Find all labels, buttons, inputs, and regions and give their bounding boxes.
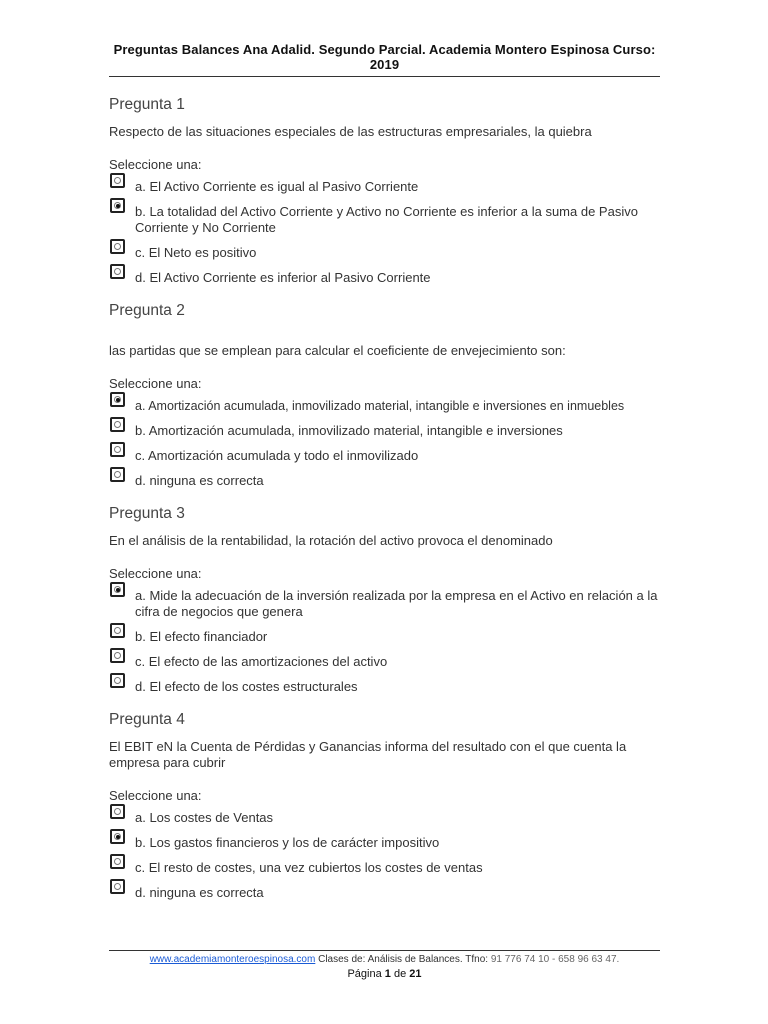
option-label: c. El Neto es positivo xyxy=(135,245,257,260)
option-label: a. El Activo Corriente es igual al Pasivo Corriente xyxy=(135,179,419,194)
option-d[interactable] xyxy=(109,885,659,901)
radio-checked-icon[interactable] xyxy=(110,829,125,844)
page-footer xyxy=(109,953,660,966)
radio-icon[interactable] xyxy=(110,854,125,869)
option-label: d. El efecto de los costes estructurales xyxy=(135,679,358,694)
question-title: Pregunta 4 xyxy=(109,711,185,728)
option-d[interactable] xyxy=(109,473,659,489)
page-prefix: Página xyxy=(347,968,382,980)
footer-divider xyxy=(109,950,660,951)
option-b[interactable] xyxy=(109,204,659,236)
radio-icon[interactable] xyxy=(110,648,125,663)
option-c[interactable] xyxy=(109,860,659,876)
question-2 xyxy=(109,302,659,489)
option-label: b. Los gastos financieros y los de carácter impositivo xyxy=(135,835,440,850)
option-d[interactable] xyxy=(109,270,659,286)
select-label: Seleccione una: xyxy=(109,566,202,581)
question-title: Pregunta 2 xyxy=(109,302,185,319)
option-b[interactable] xyxy=(109,835,659,851)
option-a[interactable] xyxy=(109,398,659,414)
radio-icon[interactable] xyxy=(110,239,125,254)
question-title: Pregunta 1 xyxy=(109,96,185,113)
option-label: b. El efecto financiador xyxy=(135,629,268,644)
question-text: En el análisis de la rentabilidad, la rotación del activo provoca el denominado xyxy=(109,533,553,548)
tfno-label: Tfno: xyxy=(465,954,489,965)
option-label: a. Mide la adecuación de la inversión realizada por la empresa en el Activo en relación a la cifra de negocios que genera xyxy=(135,588,658,619)
option-label: d. ninguna es correcta xyxy=(135,885,264,900)
option-a[interactable] xyxy=(109,179,659,195)
radio-icon[interactable] xyxy=(110,264,125,279)
radio-icon[interactable] xyxy=(110,623,125,638)
option-c[interactable] xyxy=(109,245,659,261)
option-label: d. ninguna es correcta xyxy=(135,473,264,488)
option-label: a. Amortización acumulada, inmovilizado material, intangible e inversiones en inmuebles xyxy=(135,399,625,413)
question-1 xyxy=(109,96,659,286)
radio-icon[interactable] xyxy=(110,879,125,894)
page-total: 21 xyxy=(409,968,422,980)
radio-icon[interactable] xyxy=(110,467,125,482)
option-b[interactable] xyxy=(109,423,659,439)
clases-value: Análisis de Balances. xyxy=(367,954,463,965)
option-label: c. El efecto de las amortizaciones del activo xyxy=(135,654,388,669)
question-text: El EBIT eN la Cuenta de Pérdidas y Ganancias informa del resultado con el que cuenta la empresa para cubrir xyxy=(109,739,627,770)
questions-container xyxy=(109,96,659,917)
radio-checked-icon[interactable] xyxy=(110,582,125,597)
radio-icon[interactable] xyxy=(110,804,125,819)
radio-checked-icon[interactable] xyxy=(110,198,125,213)
question-title: Pregunta 3 xyxy=(109,505,185,522)
clases-prefix: Clases de: xyxy=(318,954,366,965)
option-c[interactable] xyxy=(109,448,659,464)
page-mid: de xyxy=(393,968,407,980)
option-d[interactable] xyxy=(109,679,659,695)
option-label: c. Amortización acumulada y todo el inmovilizado xyxy=(135,448,419,463)
radio-icon[interactable] xyxy=(110,417,125,432)
page-number xyxy=(109,968,660,980)
option-a[interactable] xyxy=(109,588,659,620)
option-a[interactable] xyxy=(109,810,659,826)
academy-link[interactable]: www.academiamonteroespinosa.com xyxy=(149,954,316,965)
question-3 xyxy=(109,505,659,695)
question-text: Respecto de las situaciones especiales de las estructuras empresariales, la quiebra xyxy=(109,124,592,139)
option-b[interactable] xyxy=(109,629,659,645)
question-4 xyxy=(109,711,659,901)
page-current: 1 xyxy=(384,968,391,980)
radio-checked-icon[interactable] xyxy=(110,392,125,407)
option-label: d. El Activo Corriente es inferior al Pasivo Corriente xyxy=(135,270,431,285)
select-label: Seleccione una: xyxy=(109,376,202,391)
radio-icon[interactable] xyxy=(110,442,125,457)
select-label: Seleccione una: xyxy=(109,788,202,803)
option-label: b. Amortización acumulada, inmovilizado material, intangible e inversiones xyxy=(135,423,563,438)
page-header: Preguntas Balances Ana Adalid. Segundo Parcial. Academia Montero Espinosa Curso: 2019 xyxy=(109,42,660,77)
radio-icon[interactable] xyxy=(110,173,125,188)
option-label: b. La totalidad del Activo Corriente y Activo no Corriente es inferior a la suma de Pasivo Corriente y No Corriente xyxy=(135,204,638,235)
option-label: a. Los costes de Ventas xyxy=(135,810,274,825)
tfno-value: 91 776 74 10 - 658 96 63 47. xyxy=(490,954,620,965)
select-label: Seleccione una: xyxy=(109,157,202,172)
question-text: las partidas que se emplean para calcular el coeficiente de envejecimiento son: xyxy=(109,343,566,358)
option-c[interactable] xyxy=(109,654,659,670)
radio-icon[interactable] xyxy=(110,673,125,688)
option-label: c. El resto de costes, una vez cubiertos los costes de ventas xyxy=(135,860,483,875)
